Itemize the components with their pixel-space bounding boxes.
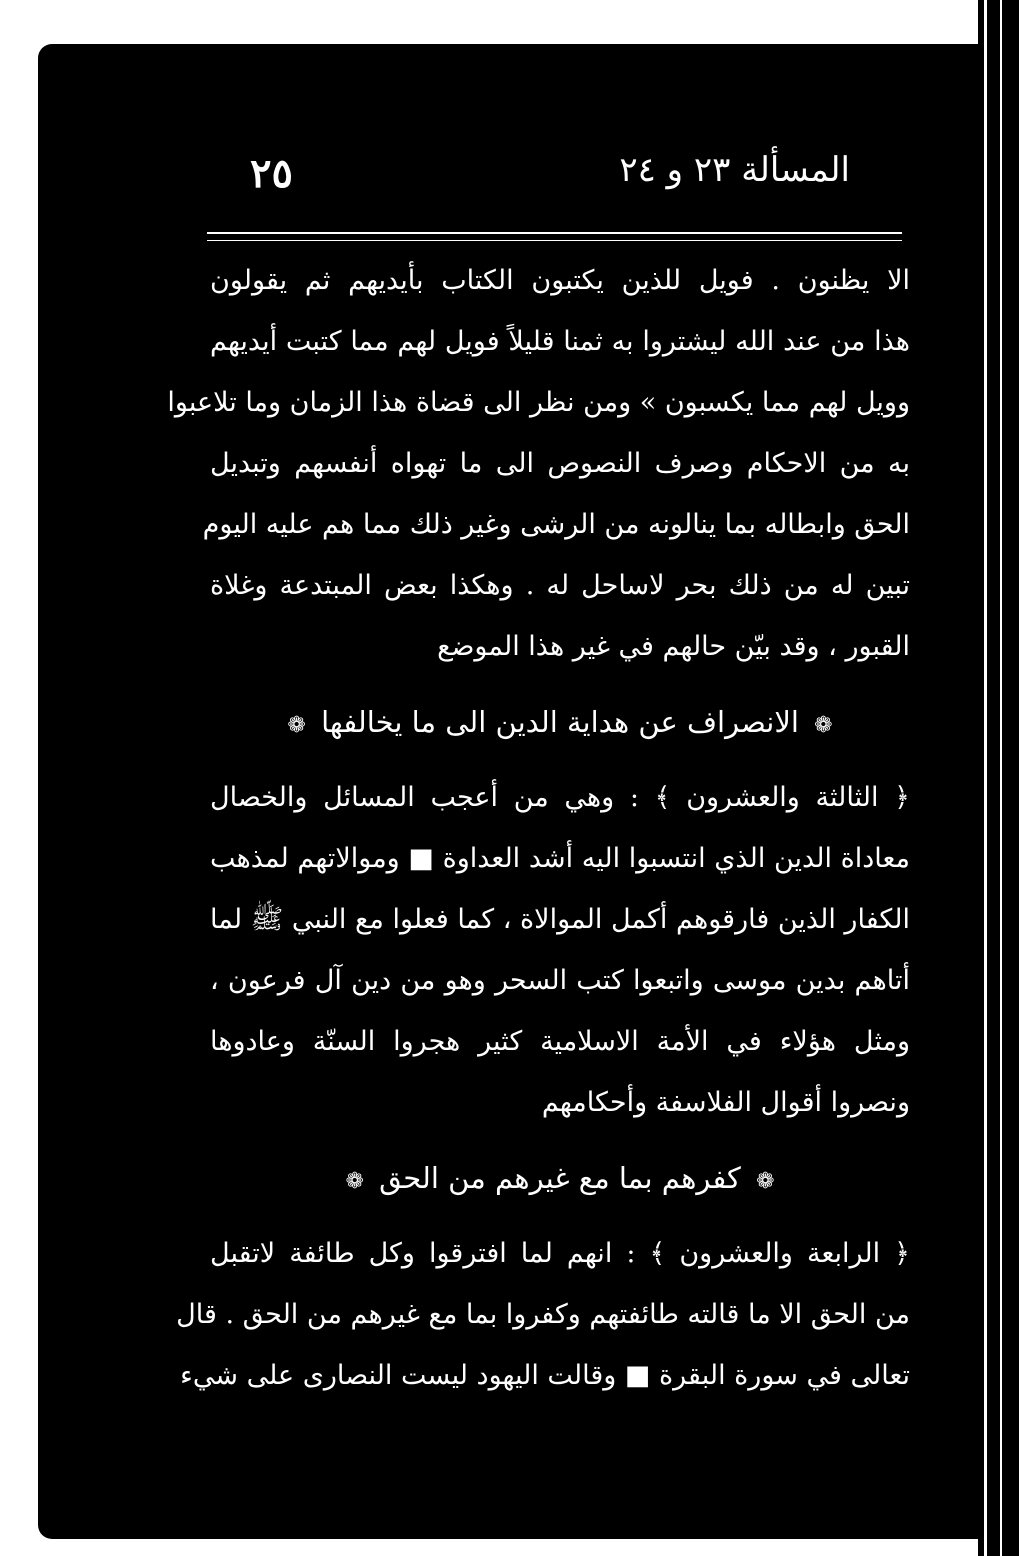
ornament-icon: ❁ — [756, 1169, 775, 1194]
page-body — [167, 250, 910, 1406]
page-number: ٢٥ — [250, 150, 293, 197]
ornament-icon: ❁ — [814, 713, 833, 738]
ornament-icon: ❁ — [345, 1169, 364, 1194]
book-binding — [978, 0, 1019, 1556]
section-heading — [210, 687, 910, 757]
text-line: القبور ، وقد بيّن حالهم في غير هذا الموضع — [437, 631, 910, 662]
binding-line — [984, 0, 987, 1556]
section-heading — [210, 1143, 910, 1213]
text-line: وويل لهم مما يكسبون » ومن نظر الى قضاة هذا الزمان وما تلاعبوا — [167, 387, 910, 418]
text-line: الكفار الذين فارقوهم أكمل الموالاة ، كما فعلوا مع النبي ﷺ لما — [210, 904, 910, 935]
text-line: هذا من عند الله ليشتروا به ثمنا قليلاً فويل لهم مما كتبت أيديهم — [210, 326, 910, 357]
section-heading-text: كفرهم بما مع غيرهم من الحق — [379, 1161, 741, 1195]
text-line: به من الاحكام وصرف النصوص الى ما تهواه أنفسهم وتبديل — [210, 448, 910, 479]
chapter-title: المسألة ٢٣ و ٢٤ — [619, 150, 850, 190]
ornament-icon: ❁ — [287, 713, 306, 738]
header-rule-thin — [207, 240, 902, 241]
text-line: ﴿ الثالثة والعشرون ﴾ : وهي من أعجب المسائل والخصال — [210, 782, 910, 813]
text-line: ﴿ الرابعة والعشرون ﴾ : انهم لما افترقوا وكل طائفة لاتقبل — [210, 1238, 910, 1269]
text-line: الحق وابطاله بما ينالونه من الرشى وغير ذلك مما هم عليه اليوم — [202, 509, 910, 540]
text-line: أتاهم بدين موسى واتبعوا كتب السحر وهو من دين آل فرعون ، — [210, 965, 910, 996]
text-line: ونصروا أقوال الفلاسفة وأحكامهم — [541, 1087, 910, 1118]
text-line: تبين له من ذلك بحر لاساحل له . وهكذا بعض المبتدعة وغلاة — [210, 570, 910, 601]
text-line: من الحق الا ما قالته طائفتهم وكفروا بما مع غيرهم من الحق . قال — [176, 1299, 910, 1330]
section-heading-text: الانصراف عن هداية الدين الى ما يخالفها — [321, 705, 799, 739]
text-line: تعالى في سورة البقرة ■ وقالت اليهود ليست النصارى على شيء — [180, 1360, 910, 1391]
header-rule — [207, 232, 902, 234]
page-header — [250, 150, 850, 220]
binding-line — [1000, 0, 1002, 1556]
text-line: معاداة الدين الذي انتسبوا اليه أشد العداوة ■ وموالاتهم لمذهب — [210, 843, 910, 874]
text-line: ومثل هؤلاء في الأمة الاسلامية كثير هجروا السنّة وعادوها — [210, 1026, 910, 1057]
text-line: الا يظنون . فويل للذين يكتبون الكتاب بأيديهم ثم يقولون — [210, 265, 910, 296]
